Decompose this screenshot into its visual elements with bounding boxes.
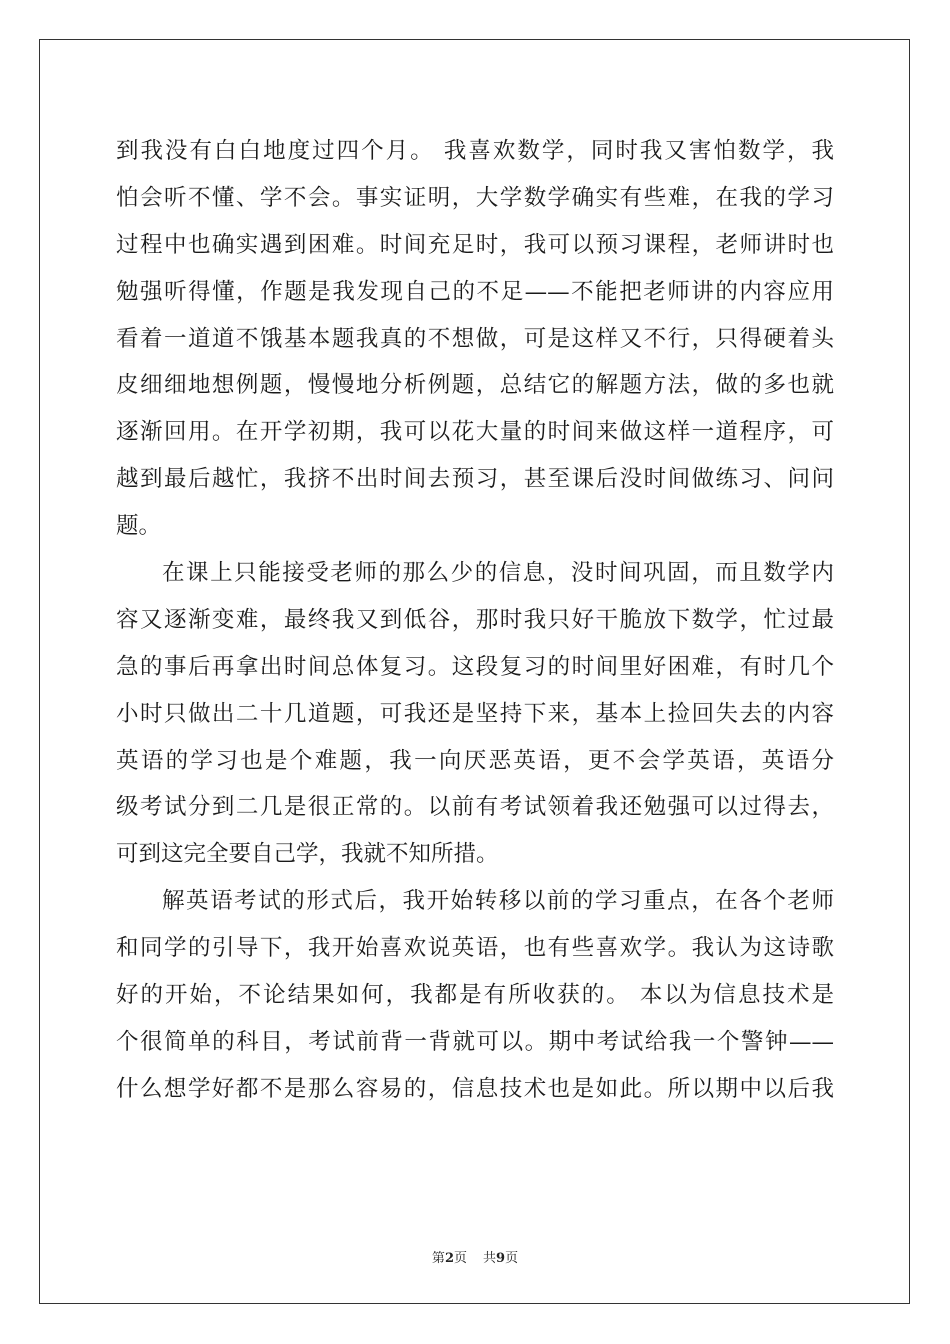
text-line: 可到这完全要自己学，我就不知所措。: [116, 841, 499, 868]
total-prefix: 共: [483, 1251, 497, 1266]
text-line: 越到最后越忙，我挤不出时间去预习，甚至课后没时间做练习、问问: [116, 466, 834, 493]
text-line: 题。: [116, 513, 162, 540]
text-line: 小时只做出二十几道题，可我还是坚持下来，基本上捡回失去的内容: [116, 700, 834, 727]
text-line: 勉强听得懂，作题是我发现自己的不足——不能把老师讲的内容应用: [116, 278, 834, 305]
text-line: 英语的学习也是个难题，我一向厌恶英语，更不会学英语，英语分: [116, 747, 834, 774]
text-line: 级考试分到二几是很正常的。以前有考试领着我还勉强可以过得去，: [116, 794, 834, 821]
text-line: 怕会听不懂、学不会。事实证明，大学数学确实有些难，在我的学习: [116, 184, 834, 211]
text-line: 什么想学好都不是那么容易的，信息技术也是如此。所以期中以后我: [116, 1075, 834, 1102]
text-line: 看着一道道不饿基本题我真的不想做，可是这样又不行，只得硬着头: [116, 325, 834, 352]
text-line: 在课上只能接受老师的那么少的信息，没时间巩固，而且数学内: [162, 560, 834, 587]
document-body: [116, 128, 834, 1113]
total-suffix: 页: [505, 1251, 519, 1266]
text-line: 到我没有白白地度过四个月。 我喜欢数学，同时我又害怕数学，我: [116, 138, 834, 164]
total-page-number: 9: [496, 1251, 506, 1266]
text-line: 解英语考试的形式后，我开始转移以前的学习重点，在各个老师: [162, 888, 834, 915]
text-line: 个很简单的科目，考试前背一背就可以。期中考试给我一个警钟——: [116, 1028, 834, 1055]
text-line: 皮细细地想例题，慢慢地分析例题，总结它的解题方法，做的多也就: [116, 372, 834, 399]
text-line: 过程中也确实遇到困难。时间充足时，我可以预习课程，老师讲时也: [116, 231, 834, 258]
text-line: 和同学的引导下，我开始喜欢说英语，也有些喜欢学。我认为这诗歌: [116, 935, 834, 962]
text-line: 急的事后再拿出时间总体复习。这段复习的时间里好困难，有时几个: [116, 653, 834, 680]
page-footer: [0, 1247, 950, 1266]
page-prefix: 第: [431, 1251, 445, 1266]
page-suffix: 页: [453, 1251, 467, 1266]
text-line: 逐渐回用。在开学初期，我可以花大量的时间来做这样一道程序，可: [116, 419, 834, 446]
text-line: 容又逐渐变难，最终我又到低谷，那时我只好干脆放下数学，忙过最: [116, 606, 834, 633]
text-line: 好的开始，不论结果如何，我都是有所收获的。 本以为信息技术是: [116, 982, 834, 1009]
current-page-number: 2: [444, 1251, 454, 1266]
